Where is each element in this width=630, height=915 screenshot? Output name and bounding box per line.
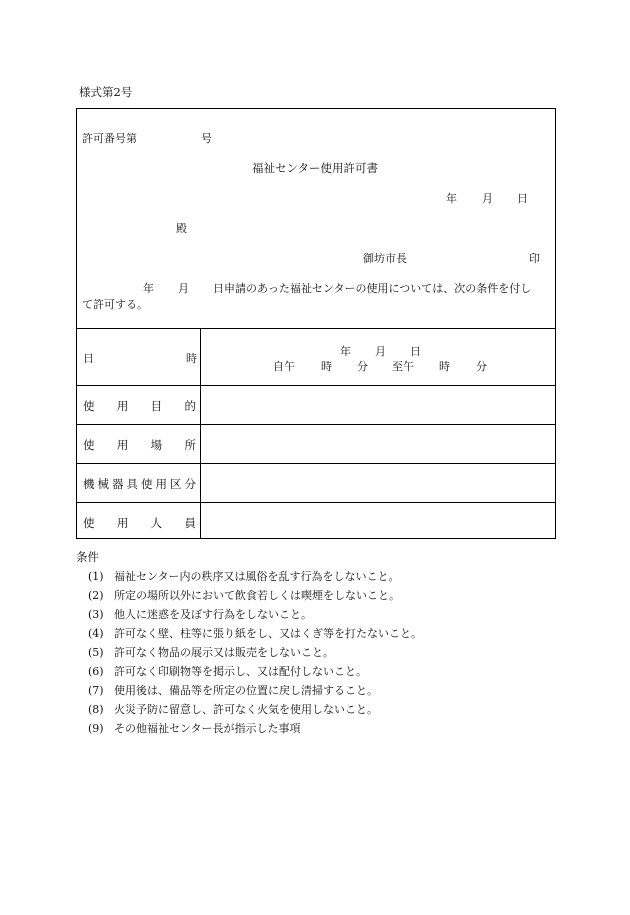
- condition-number: (8): [88, 703, 104, 716]
- row-label-personnel: [83, 515, 196, 531]
- condition-item: [88, 682, 378, 698]
- label-char: 使: [83, 399, 95, 413]
- condition-text: 許可なく壁、柱等に張り紙をし、又はくぎ等を打たないこと。: [114, 627, 422, 640]
- condition-item: [88, 701, 378, 717]
- datetime-label-left: 日: [83, 352, 94, 365]
- condition-item: [88, 587, 400, 603]
- label-char: 人: [150, 516, 163, 530]
- condition-number: (3): [88, 608, 104, 621]
- issuer-name: 御坊市長: [363, 252, 407, 265]
- addressee-suffix: 殿: [176, 222, 187, 235]
- time-from-minute: 分: [357, 360, 368, 373]
- condition-text: 所定の場所以外において飲食若しくは喫煙をしないこと。: [114, 589, 400, 602]
- condition-number: (7): [88, 684, 104, 697]
- issue-date-day: 日: [517, 192, 528, 205]
- condition-item: [88, 663, 367, 679]
- condition-number: (6): [88, 665, 104, 678]
- permit-number-suffix: 号: [201, 132, 212, 145]
- permit-number-prefix: 許可番号第: [82, 132, 137, 145]
- label-char: 区: [170, 477, 182, 491]
- label-char: 用: [116, 438, 129, 452]
- body-text-line2: て許可する。: [82, 298, 148, 311]
- condition-text: 使用後は、備品等を所定の位置に戻し清掃すること。: [114, 684, 378, 697]
- body-month: 月: [178, 282, 189, 295]
- label-char: 分: [184, 477, 196, 491]
- usage-date-month: 月: [375, 345, 386, 358]
- row-label-place: [83, 437, 196, 453]
- label-char: 場: [150, 438, 163, 452]
- condition-number: (5): [88, 646, 104, 659]
- time-to-minute: 分: [476, 360, 487, 373]
- condition-item: [88, 625, 422, 641]
- label-char: 用: [116, 399, 129, 413]
- row-label-equipment: [83, 476, 196, 492]
- time-to: 至午: [392, 360, 414, 373]
- usage-date-day: 日: [410, 345, 421, 358]
- condition-number: (4): [88, 627, 104, 640]
- condition-item: [88, 644, 334, 660]
- document-title: 福祉センター使用許可書: [252, 161, 379, 175]
- conditions-title: 条件: [76, 550, 99, 564]
- row-divider: [77, 424, 555, 425]
- label-char: 的: [184, 399, 196, 413]
- seal-mark: 印: [529, 252, 540, 265]
- label-char: 械: [97, 477, 109, 491]
- label-char: 使: [83, 438, 95, 452]
- label-char: 員: [184, 516, 196, 530]
- condition-text: 許可なく物品の展示又は販売をしないこと。: [114, 646, 334, 659]
- row-divider: [77, 385, 555, 386]
- body-year: 年: [143, 282, 154, 295]
- usage-date-year: 年: [340, 345, 351, 358]
- condition-item: [88, 606, 312, 622]
- time-to-hour: 時: [439, 360, 450, 373]
- condition-text: その他福祉センター長が指示した事項: [114, 722, 301, 735]
- label-char: 用: [155, 477, 167, 491]
- condition-text: 火災予防に留意し、許可なく火気を使用しないこと。: [114, 703, 378, 716]
- label-char: 具: [126, 477, 138, 491]
- time-from: 自午: [273, 360, 295, 373]
- label-char: 用: [116, 516, 129, 530]
- label-char: 使: [83, 516, 95, 530]
- table-top-line: [77, 328, 555, 329]
- label-char: 使: [141, 477, 153, 491]
- row-label-purpose: [83, 398, 196, 414]
- condition-text: 許可なく印刷物等を掲示し、又は配付しないこと。: [114, 665, 367, 678]
- body-text-line1: 日申請のあった福祉センターの使用については、次の条件を付し: [213, 282, 532, 295]
- row-divider: [77, 463, 555, 464]
- issue-date-year: 年: [446, 192, 457, 205]
- label-char: 目: [150, 399, 163, 413]
- form-number: 様式第2号: [79, 85, 133, 99]
- condition-number: (1): [88, 570, 104, 583]
- column-divider: [200, 328, 201, 538]
- label-char: 機: [83, 477, 95, 491]
- row-divider: [77, 502, 555, 503]
- issue-date-month: 月: [482, 192, 493, 205]
- condition-text: 福祉センター内の秩序又は風俗を乱す行為をしないこと。: [114, 570, 400, 583]
- label-char: 所: [184, 438, 196, 452]
- condition-item: [88, 568, 400, 584]
- condition-item: [88, 720, 301, 736]
- condition-text: 他人に迷惑を及ぼす行為をしないこと。: [114, 608, 312, 621]
- condition-number: (2): [88, 589, 104, 602]
- permit-form-box: [76, 108, 556, 539]
- label-char: 器: [112, 477, 124, 491]
- condition-number: (9): [88, 722, 104, 735]
- time-from-hour: 時: [321, 360, 332, 373]
- datetime-label-right: 時: [186, 352, 197, 365]
